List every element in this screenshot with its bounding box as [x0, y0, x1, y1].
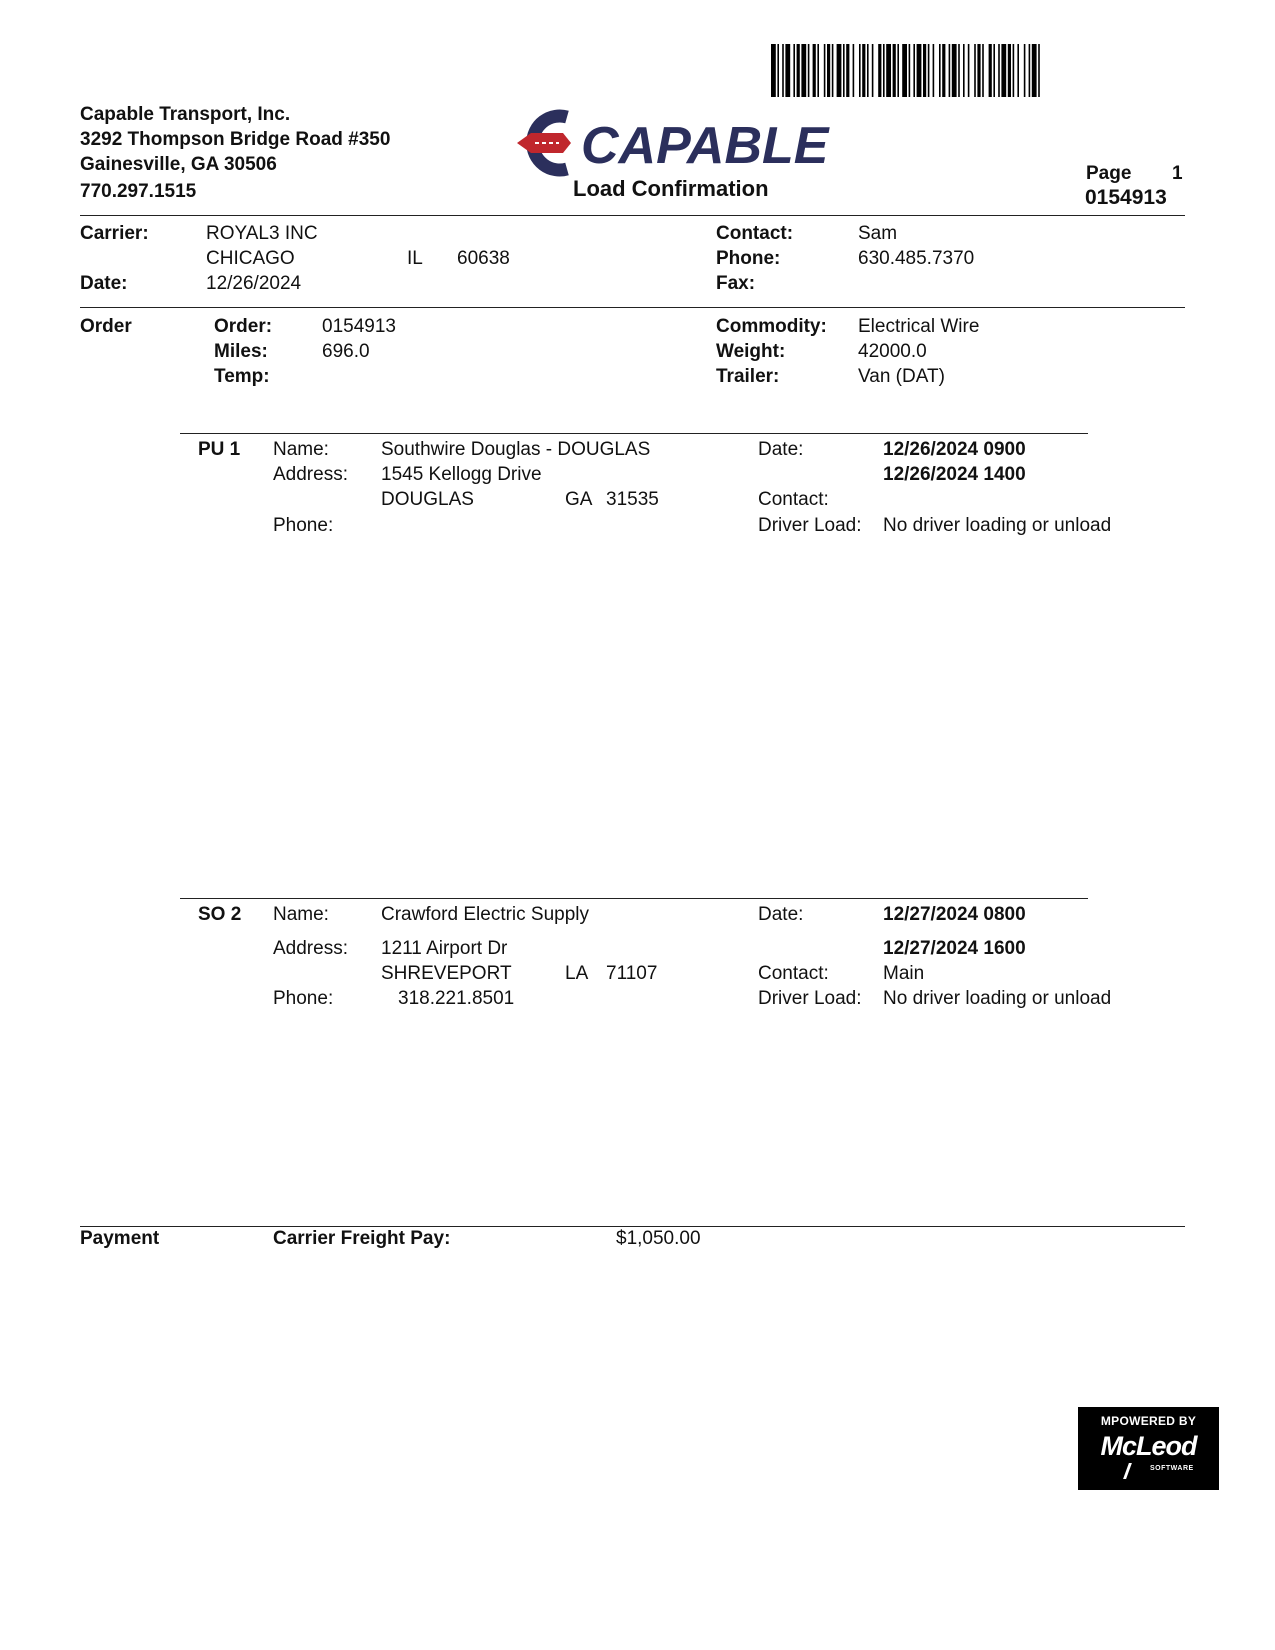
doc-number: 0154913	[1085, 186, 1167, 209]
order-section-label: Order	[80, 316, 132, 337]
miles-value: 696.0	[322, 341, 370, 362]
stop-driver-load: No driver loading or unload	[883, 515, 1112, 536]
capable-logo	[505, 103, 835, 183]
miles-label: Miles:	[214, 341, 268, 362]
freight-pay-label: Carrier Freight Pay:	[273, 1228, 451, 1249]
stop-contact: Main	[883, 963, 925, 984]
stop-name: Southwire Douglas - DOUGLAS	[381, 439, 651, 460]
phone-label: Phone:	[716, 248, 781, 269]
stop-divider	[180, 898, 1088, 899]
badge-line1: MPOWERED BY	[1100, 1414, 1197, 1428]
stop-state: GA	[565, 489, 593, 510]
freight-pay-amount: $1,050.00	[616, 1228, 701, 1249]
stop-address-label: Address:	[273, 938, 348, 959]
stop-city: DOUGLAS	[381, 489, 474, 510]
stop-zip: 71107	[606, 963, 658, 984]
mcleod-badge	[1078, 1407, 1219, 1490]
trailer-value: Van (DAT)	[858, 366, 945, 387]
commodity-value: Electrical Wire	[858, 316, 980, 337]
divider	[80, 215, 1185, 216]
page-number: 1	[1172, 163, 1183, 184]
stop-date-from: 12/26/2024 0900	[883, 439, 1026, 460]
temp-label: Temp:	[214, 366, 270, 387]
stop-contact-label: Contact:	[758, 489, 829, 510]
order-label: Order:	[214, 316, 273, 337]
stop-phone: 318.221.8501	[398, 988, 515, 1009]
page-label: Page	[1086, 163, 1132, 184]
stop-name-label: Name:	[273, 904, 329, 925]
carrier-name: ROYAL3 INC	[206, 223, 318, 244]
stop-date-label: Date:	[758, 904, 804, 925]
phone-value: 630.485.7370	[858, 248, 975, 269]
stop-date-label: Date:	[758, 439, 804, 460]
stop-state: LA	[565, 963, 589, 984]
carrier-state: IL	[407, 248, 423, 269]
order-value: 0154913	[322, 316, 396, 337]
stop-date-to: 12/26/2024 1400	[883, 464, 1026, 485]
carrier-city: CHICAGO	[206, 248, 295, 269]
stop-driver-load: No driver loading or unload	[883, 988, 1112, 1009]
stop-address-label: Address:	[273, 464, 348, 485]
stop-address: 1545 Kellogg Drive	[381, 464, 542, 485]
company-address-line1: 3292 Thompson Bridge Road #350	[80, 129, 391, 150]
payment-section-label: Payment	[80, 1228, 160, 1249]
logo-wordmark: CAPABLE	[581, 117, 829, 175]
stop-date-from: 12/27/2024 0800	[883, 904, 1026, 925]
carrier-date-label: Date:	[80, 273, 128, 294]
stop-code: PU 1	[198, 439, 241, 460]
carrier-date: 12/26/2024	[206, 273, 302, 294]
carrier-zip: 60638	[457, 248, 510, 269]
divider	[80, 307, 1185, 308]
barcode	[771, 44, 1216, 97]
stop-name: Crawford Electric Supply	[381, 904, 590, 925]
stop-name-label: Name:	[273, 439, 329, 460]
stop-contact-label: Contact:	[758, 963, 829, 984]
badge-slash-mark	[1123, 1463, 1132, 1479]
carrier-label: Carrier:	[80, 223, 149, 244]
trailer-label: Trailer:	[716, 366, 780, 387]
company-name: Capable Transport, Inc.	[80, 104, 291, 125]
stop-driver-load-label: Driver Load:	[758, 515, 862, 536]
commodity-label: Commodity:	[716, 316, 827, 337]
company-address-line2: Gainesville, GA 30506	[80, 154, 277, 175]
contact-label: Contact:	[716, 223, 794, 244]
stop-phone-label: Phone:	[273, 988, 334, 1009]
page-title: Load Confirmation	[573, 176, 769, 201]
badge-logo: McLeod	[1100, 1431, 1197, 1461]
stop-zip: 31535	[606, 489, 659, 510]
stop-city: SHREVEPORT	[381, 963, 512, 984]
stop-divider	[180, 433, 1088, 434]
stop-code: SO 2	[198, 904, 242, 925]
stop-address: 1211 Airport Dr	[381, 938, 508, 959]
weight-label: Weight:	[716, 341, 786, 362]
stop-date-to: 12/27/2024 1600	[883, 938, 1026, 959]
weight-value: 42000.0	[858, 341, 927, 362]
contact-value: Sam	[858, 223, 898, 244]
fax-label: Fax:	[716, 273, 756, 294]
stop-phone-label: Phone:	[273, 515, 334, 536]
stop-driver-load-label: Driver Load:	[758, 988, 862, 1009]
badge-line3: SOFTWARE	[1150, 1465, 1194, 1472]
divider	[80, 1226, 1185, 1227]
company-phone: 770.297.1515	[80, 181, 197, 202]
